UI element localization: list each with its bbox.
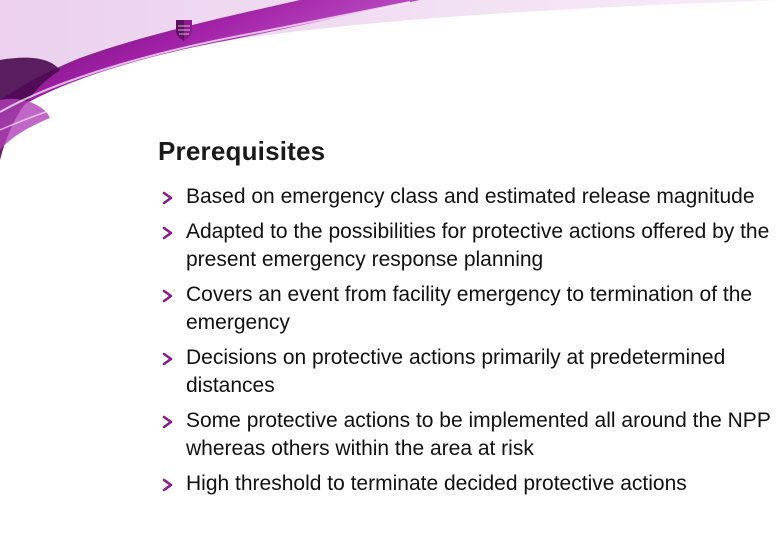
- bullet-text: Covers an event from facility emergency to termination of the emergency: [186, 282, 753, 334]
- bullet-item: [162, 407, 772, 464]
- bullet-item: [162, 344, 772, 401]
- bullet-text: Adapted to the possibilities for protective actions offered by the present emergency response planning: [186, 219, 770, 271]
- arrow-right-icon: [162, 415, 174, 429]
- bullet-list: [162, 183, 772, 504]
- bullet-item: [162, 281, 772, 338]
- shield-icon: [174, 18, 194, 42]
- arrow-right-icon: [162, 226, 174, 240]
- arrow-right-icon: [162, 352, 174, 366]
- bullet-text: Decisions on protective actions primarily at predetermined distances: [186, 345, 726, 397]
- bullet-item: [162, 183, 772, 212]
- arrow-right-icon: [162, 191, 174, 205]
- bullet-item: [162, 470, 772, 499]
- arrow-right-icon: [162, 289, 174, 303]
- slide-title: Prerequisites: [158, 136, 326, 166]
- bullet-item: [162, 218, 772, 275]
- bullet-text: Based on emergency class and estimated release magnitude: [186, 185, 755, 208]
- arrow-right-icon: [162, 478, 174, 492]
- bullet-text: Some protective actions to be implemented all around the NPP whereas others within the area at risk: [186, 408, 771, 460]
- bullet-text: High threshold to terminate decided protective actions: [186, 471, 687, 495]
